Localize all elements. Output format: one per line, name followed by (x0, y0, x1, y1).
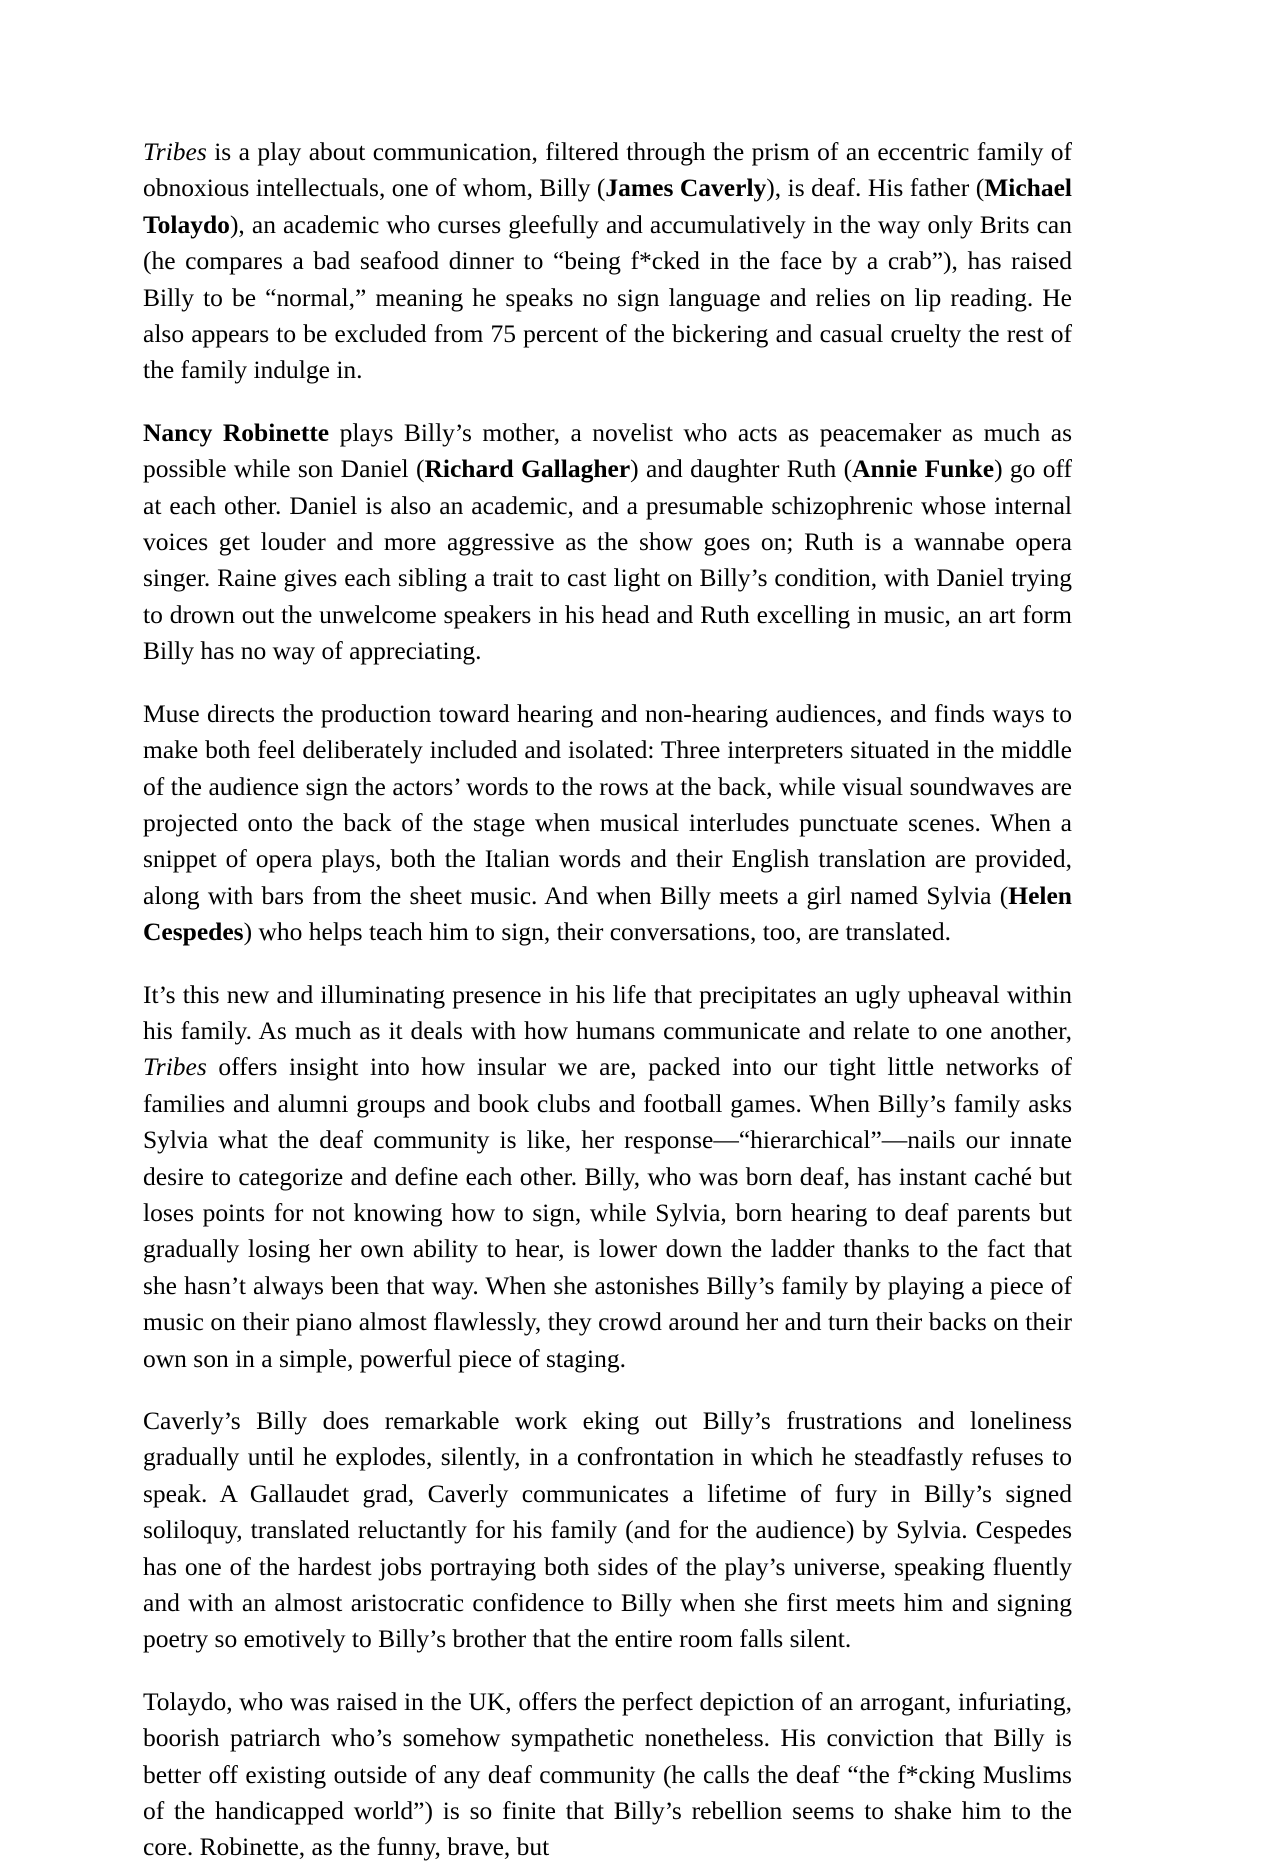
bold-text: Michael Tolaydo (143, 173, 1073, 239)
body-text: ) and daughter Ruth ( (630, 454, 853, 484)
body-text: ) who helps teach him to sign, their conversations, too, are translated. (243, 917, 952, 947)
paragraph (143, 977, 1072, 1377)
bold-text: Annie Funke (852, 454, 995, 484)
document-body (143, 134, 1072, 1866)
paragraph (143, 696, 1072, 951)
body-text: offers insight into how insular we are, packed into our tight little networks of families and alumni groups and book clubs and football games. When Billy’s family asks Sylvia what the deaf community is like, her response—“hierarchical”—nails our innate desire to categorize and define each other. Billy, who was born deaf, has instant caché but loses points for not knowing how to sign, while Sylvia, born hearing to deaf parents but gradually losing her own ability to hear, is lower down the ladder thanks to the fact that she hasn’t always been that way. When she astonishes Billy’s family by playing a piece of music on their piano almost flawlessly, they crowd around her and turn their backs on their own son in a simple, powerful piece of staging. (143, 1052, 1072, 1373)
body-text: ) go off at each other. Daniel is also an academic, and a presumable schizophrenic whose internal voices get louder and more aggressive as the show goes on; Ruth is a wannabe opera singer. Raine gives each sibling a trait to cast light on Billy’s condition, with Daniel trying to drown out the unwelcome speakers in his head and Ruth excelling in music, an art form Billy has no way of appreciating. (143, 454, 1073, 666)
italic-text: Tribes (143, 1052, 207, 1082)
body-text: is a play about communication, filtered through the prism of an eccentric family of obnoxious intellectuals, one of whom, Billy ( (143, 137, 1072, 203)
body-text: ), is deaf. His father ( (766, 173, 985, 203)
body-text: ), an academic who curses gleefully and accumulatively in the way only Brits can (he compares a bad seafood dinner to “being f*cked in the face by a crab”), has raised Billy to be “normal,” meaning he speaks no sign language and relies on lip reading. He also appears to be excluded from 75 percent of the bickering and casual cruelty the rest of the family indulge in. (143, 209, 1072, 385)
bold-text: Helen Cespedes (143, 880, 1072, 947)
body-text: Muse directs the production toward hearing and non-hearing audiences, and finds ways to make both feel deliberately included and isolated: Three interpreters situated in the middle of the audience sign the actors’ words to the rows at the back, while visual soundwaves are projected onto the back of the stage when musical interludes punctuate scenes. When a snippet of opera plays, both the Italian words and their English translation are provided, along with bars from the sheet music. And when Billy meets a girl named Sylvia ( (143, 698, 1072, 910)
body-text: Caverly’s Billy does remarkable work eking out Billy’s frustrations and loneliness gradually until he explodes, silently, in a confrontation in which he steadfastly refuses to speak. A Gallaudet grad, Caverly communicates a lifetime of fury in Billy’s signed soliloquy, translated reluctantly for his family (and for the audience) by Sylvia. Cespedes has one of the hardest jobs portraying both sides of the play’s universe, speaking fluently and with an almost aristocratic confidence to Billy when she first meets him and signing poetry so emotively to Billy’s brother that the entire room falls silent. (143, 1406, 1072, 1654)
bold-text: Richard Gallagher (424, 454, 631, 484)
body-text: Tolaydo, who was raised in the UK, offers the perfect depiction of an arrogant, infuriating, boorish patriarch who’s somehow sympathetic nonetheless. His conviction that Billy is better off existing outside of any deaf community (he calls the deaf “the f*cking Muslims of the handicapped world”) is so finite that Billy’s rebellion seems to shake him to the core. Robinette, as the funny, brave, but (143, 1686, 1072, 1862)
paragraph (143, 1403, 1072, 1658)
bold-text: Nancy Robinette (143, 417, 330, 447)
paragraph (143, 134, 1072, 389)
body-text: plays Billy’s mother, a novelist who acts as peacemaker as much as possible while son Daniel ( (143, 417, 1072, 484)
italic-text: Tribes (143, 137, 207, 166)
body-text: It’s this new and illuminating presence in his life that precipitates an ugly upheaval within his family. As much as it deals with how humans communicate and relate to one another, (143, 979, 1072, 1045)
paragraph (143, 415, 1072, 670)
paragraph (143, 1684, 1072, 1866)
bold-text: James Caverly (605, 173, 767, 203)
